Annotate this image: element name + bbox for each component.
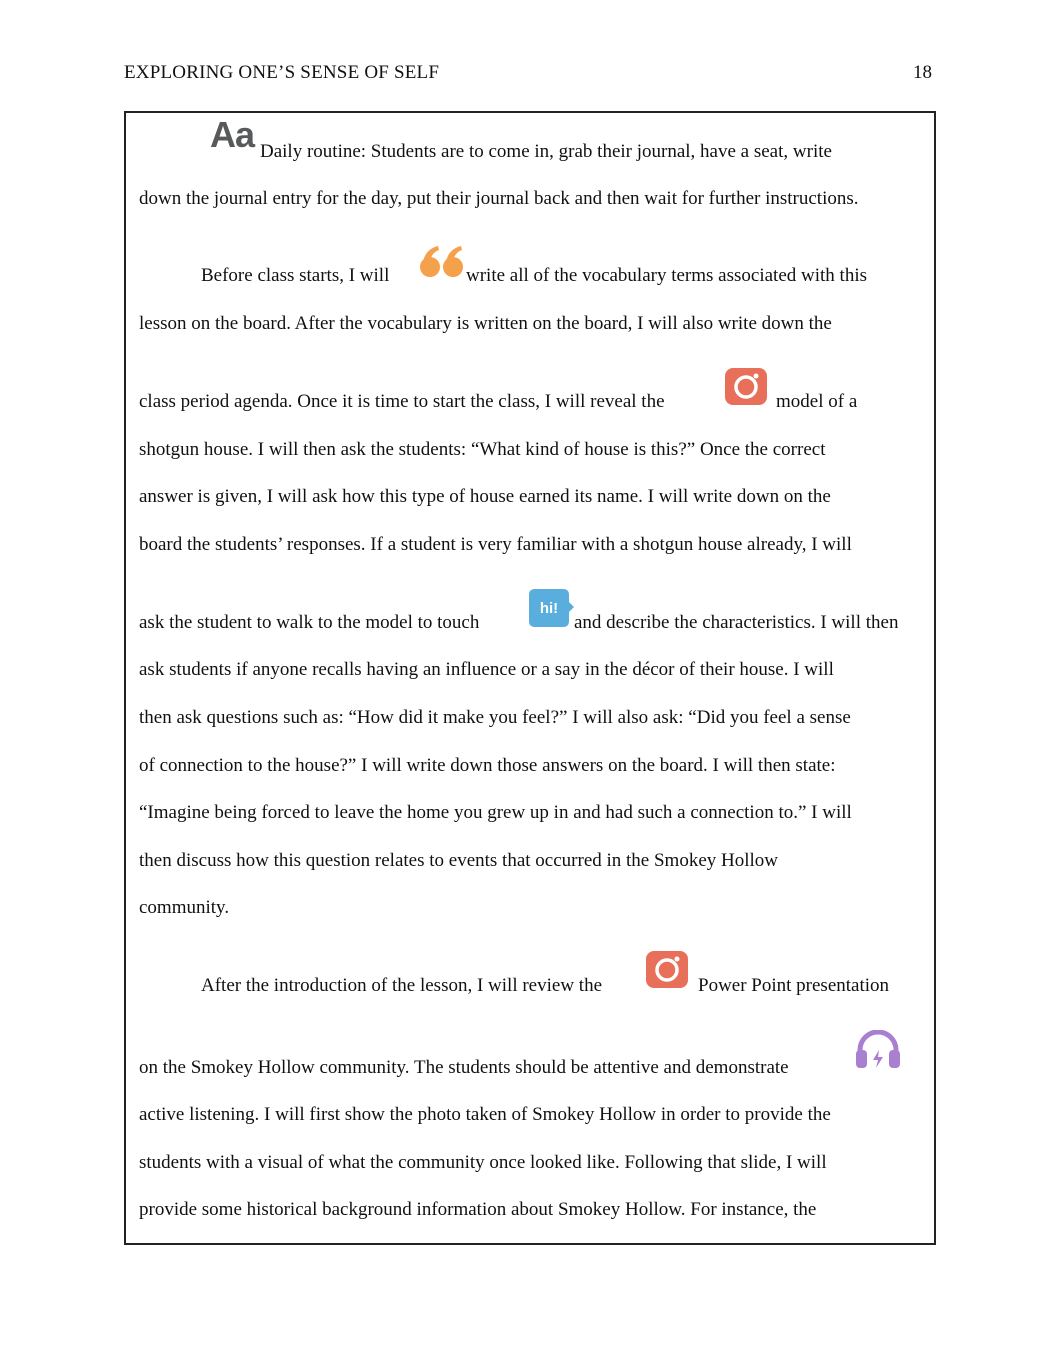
paragraph-line: “Imagine being forced to leave the home you grew up in and had such a connection to.” I will [139,802,852,823]
paragraph-line: class period agenda. Once it is time to start the class, I will reveal the [139,391,665,412]
paragraph-line: down the journal entry for the day, put their journal back and then wait for further instructions. [139,188,859,209]
running-head: EXPLORING ONE’S SENSE OF SELF [124,62,440,83]
paragraph-line: answer is given, I will ask how this type of house earned its name. I will write down on the [139,486,831,507]
paragraph-line: model of a [776,391,858,412]
quote-icon [420,245,464,279]
paragraph-line: Daily routine: Students are to come in, grab their journal, have a seat, write [260,141,832,162]
camera-icon [725,368,767,405]
camera-icon-2 [646,951,688,988]
paragraph-line: students with a visual of what the community once looked like. Following that slide, I will [139,1152,827,1173]
paragraph-line: shotgun house. I will then ask the students: “What kind of house is this?” Once the correct [139,439,826,460]
paragraph-line: then ask questions such as: “How did it make you feel?” I will also ask: “Did you feel a sense [139,707,851,728]
paragraph-line: then discuss how this question relates to events that occurred in the Smokey Hollow [139,850,779,871]
paragraph-line: lesson on the board. After the vocabulary is written on the board, I will also write down the [139,313,832,334]
paragraph-line: and describe the characteristics. I will then [574,612,899,633]
chat-bubble-icon [529,589,574,627]
paragraph-line: on the Smokey Hollow community. The students should be attentive and demonstrate [139,1057,789,1078]
paragraph-line: write all of the vocabulary terms associated with this [466,265,867,286]
paragraph-line: ask students if anyone recalls having an influence or a say in the décor of their house. I will [139,659,834,680]
text-style-icon: Aa [210,114,255,155]
paragraph-line: active listening. I will first show the photo taken of Smokey Hollow in order to provide the [139,1104,831,1125]
paragraph-line: of connection to the house?” I will write down those answers on the board. I will then state: [139,755,836,776]
paragraph-line: Before class starts, I will [201,265,390,286]
headphones-icon [855,1030,901,1070]
paragraph-line: Power Point presentation [698,975,890,996]
paragraph-line: board the students’ responses. If a student is very familiar with a shotgun house already, I will [139,534,852,555]
paragraph-line: provide some historical background information about Smokey Hollow. For instance, the [139,1199,817,1220]
paragraph-line: community. [139,897,230,918]
paragraph-line: After the introduction of the lesson, I will review the [201,975,603,996]
page-number: 18 [913,62,932,83]
chat-bubble-label: hi! [539,600,559,617]
paragraph-line: ask the student to walk to the model to touch [139,612,480,633]
